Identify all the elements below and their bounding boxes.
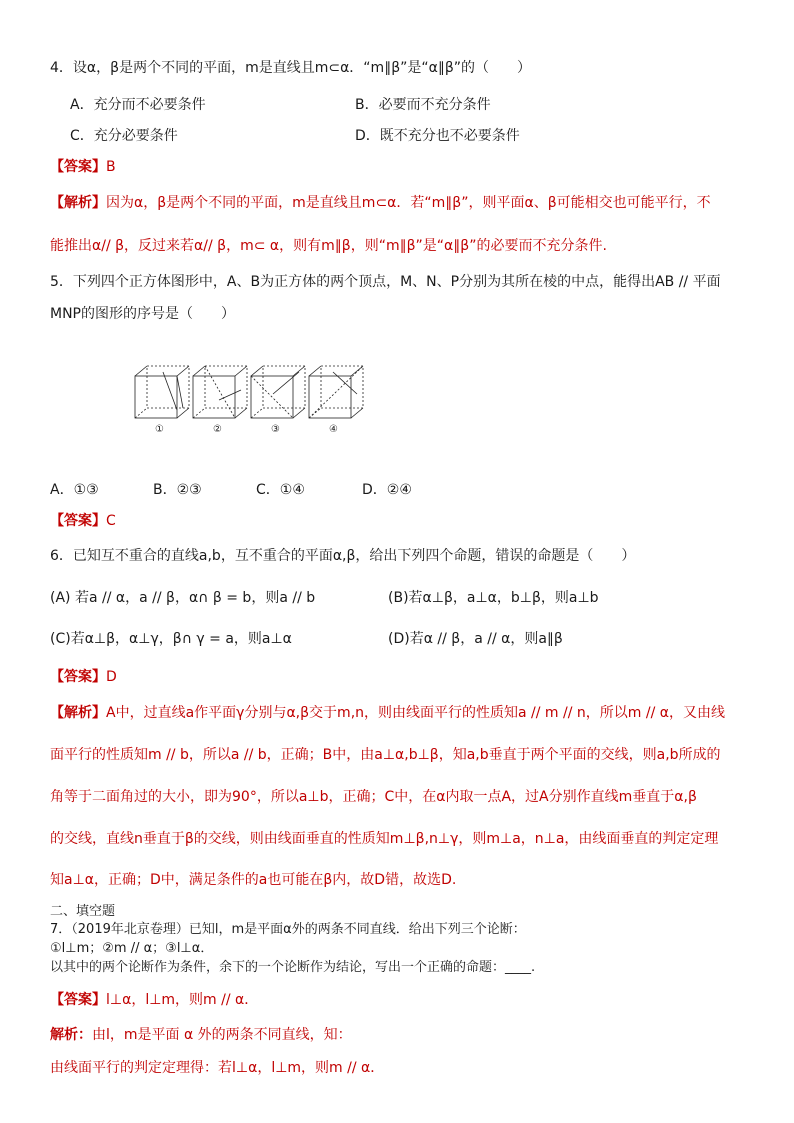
- q6-option-d: (D)若α // β，a // α，则a∥β: [388, 631, 563, 647]
- q5-option-b: B．②③: [153, 482, 202, 498]
- analysis-label: 【解析】: [50, 705, 106, 721]
- cube-1: [135, 366, 189, 418]
- cube-4: [309, 366, 363, 418]
- cube-2: [193, 366, 247, 418]
- answer-value: D: [106, 669, 117, 685]
- q7-line2: ①l⊥m；②m // α；③l⊥α．: [50, 941, 214, 956]
- q4-option-b: B．必要而不充分条件: [355, 97, 491, 113]
- q4-analysis-line2: 能推出α// β，反过来若α// β，m⊂ α，则有m∥β，则“m∥β”是“α∥β”的必要而不充分条件.: [50, 238, 607, 254]
- q6-analysis-line2: 面平行的性质知m // b，所以a // b，正确；B中，由a⊥α,b⊥β，知a,b垂直于两个平面的交线，则a,b所成的: [50, 747, 721, 763]
- q5-stem-line2: MNP的图形的序号是（ ）: [50, 306, 235, 322]
- answer-value: B: [106, 159, 116, 175]
- q6-analysis-line3: 角等于二面角过的大小，即为90°，所以a⊥b，正确；C中，在α内取一点A，过A分别作直线m垂直于α,β: [50, 789, 697, 805]
- answer-value: l⊥α，l⊥m，则m // α．: [106, 992, 259, 1008]
- cube-3: [251, 366, 305, 418]
- q4-option-a: A．充分而不必要条件: [70, 97, 206, 113]
- figure-caption-4: ④: [329, 424, 338, 435]
- q7-answer: [50, 990, 258, 1010]
- q6-stem: 6．已知互不重合的直线a,b，互不重合的平面α,β，给出下列四个命题，错误的命题是（ ）: [50, 548, 636, 564]
- cube-figures: [133, 360, 365, 440]
- q6-analysis-line4: 的交线，直线n垂直于β的交线，则由线面垂直的性质知m⊥β,n⊥γ，则m⊥a，n⊥a，由线面垂直的判定定理: [50, 831, 719, 847]
- q6-option-a: (A) 若a // α，a // β，α∩ β = b，则a // b: [50, 590, 316, 606]
- analysis-label: 解析：: [50, 1027, 92, 1043]
- q6-option-b: (B)若α⊥β，a⊥α，b⊥β，则a⊥b: [388, 590, 599, 606]
- answer-label: 【答案】: [50, 159, 106, 175]
- q4-option-c: C．充分必要条件: [70, 128, 178, 144]
- answer-label: 【答案】: [50, 992, 106, 1008]
- q5-option-d: D．②④: [362, 482, 412, 498]
- q6-analysis-line5: 知a⊥α，正确；D中，满足条件的a也可能在β内，故D错，故选D.: [50, 872, 457, 888]
- q7-analysis-line2: 由线面平行的判定定理得：若l⊥α，l⊥m，则m // α．: [50, 1060, 385, 1076]
- figure-caption-2: ②: [213, 424, 222, 435]
- analysis-label: 【解析】: [50, 195, 106, 211]
- q7-analysis-line1: 解析：由l，m是平面 α 外的两条不同直线，知：: [50, 1027, 352, 1043]
- q5-answer: [50, 511, 116, 531]
- q5-option-c: C．①④: [256, 482, 305, 498]
- figure-caption-1: ①: [155, 424, 164, 435]
- answer-label: 【答案】: [50, 669, 106, 685]
- answer-value: C: [106, 513, 116, 529]
- figure-caption-3: ③: [271, 424, 280, 435]
- q4-stem: 4．设α，β是两个不同的平面，m是直线且m⊂α．“m∥β”是“α∥β”的（ ）: [50, 60, 532, 76]
- q7-line3: 以其中的两个论断作为条件，余下的一个论断作为结论，写出一个正确的命题：____.: [50, 960, 536, 975]
- q5-option-a: A．①③: [50, 482, 99, 498]
- section-title: 二、填空题: [50, 904, 116, 919]
- q6-analysis-line1: 【解析】A中，过直线a作平面γ分别与α,β交于m,n，则由线面平行的性质知a // m // n，所以m // α，又由线: [50, 705, 725, 721]
- q4-option-d: D．既不充分也不必要条件: [355, 128, 520, 144]
- answer-label: 【答案】: [50, 513, 106, 529]
- q6-option-c: (C)若α⊥β，α⊥γ，β∩ γ = a，则a⊥α: [50, 631, 292, 647]
- q4-analysis-line1: 【解析】因为α，β是两个不同的平面，m是直线且m⊂α．若“m∥β”，则平面α、β可能相交也可能平行，不: [50, 195, 711, 211]
- q5-stem-line1: 5．下列四个正方体图形中，A、B为正方体的两个顶点，M、N、P分别为其所在棱的中点，能得出AB // 平面: [50, 274, 721, 290]
- q6-answer: [50, 667, 117, 687]
- q4-answer: [50, 157, 116, 177]
- q7-line1: 7．（2019年北京卷理）已知l，m是平面α外的两条不同直线．给出下列三个论断：: [50, 922, 526, 937]
- cube-figures-svg: [133, 360, 365, 424]
